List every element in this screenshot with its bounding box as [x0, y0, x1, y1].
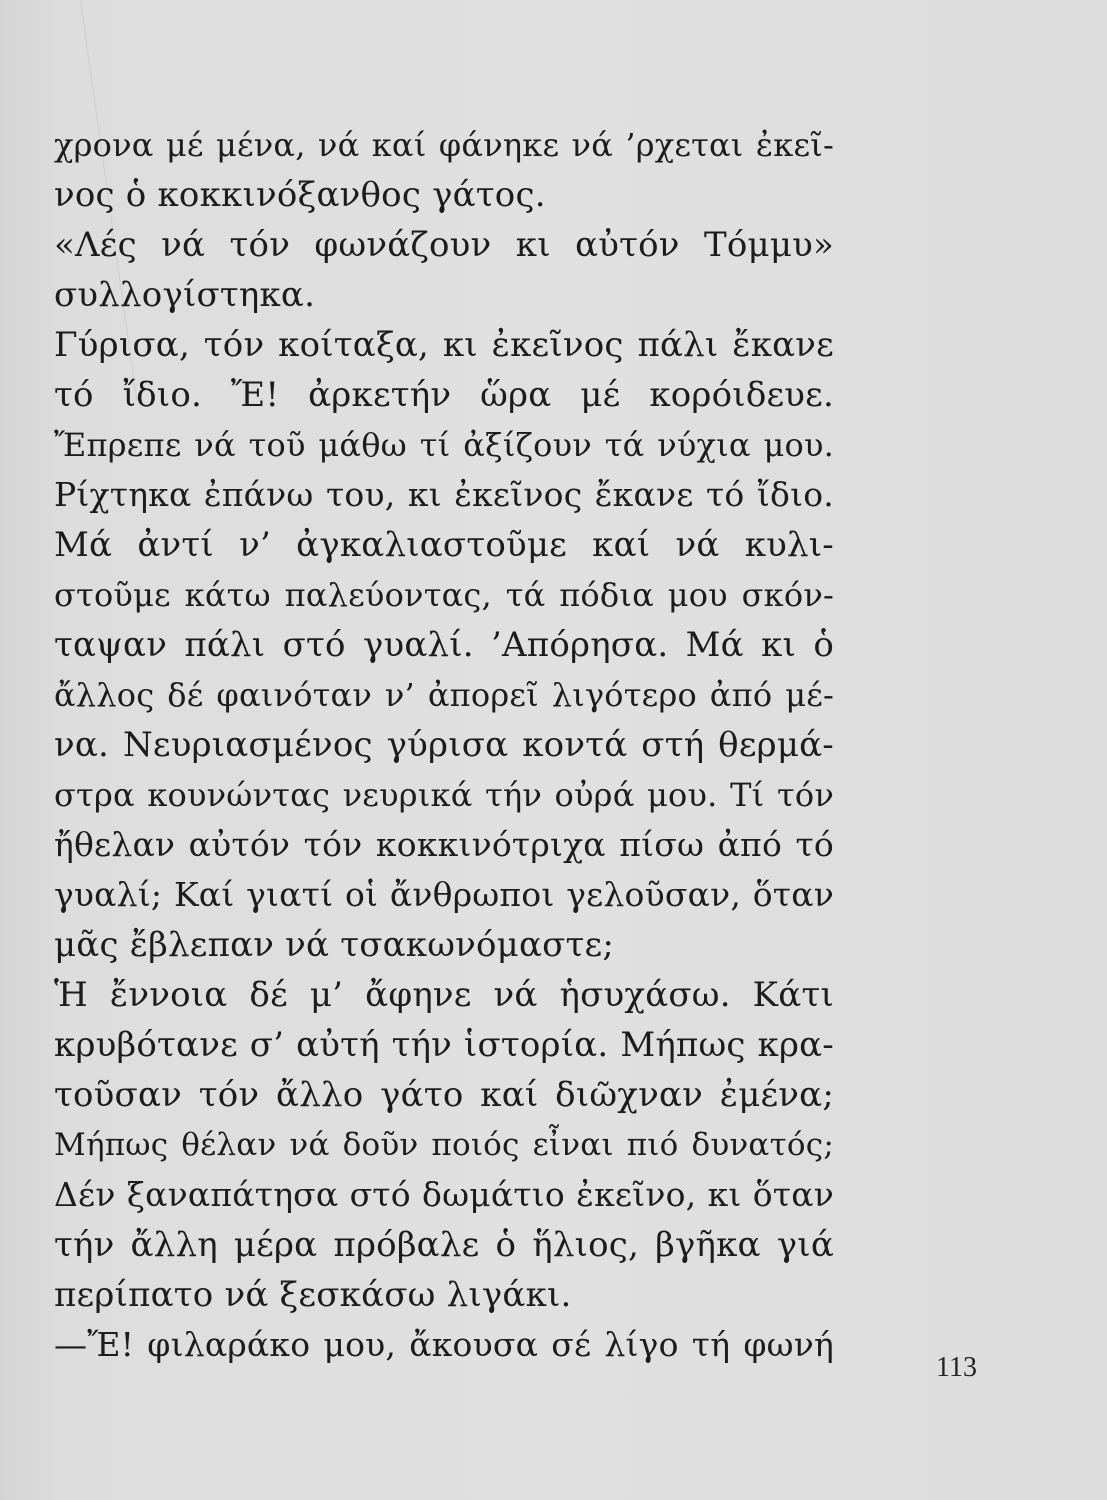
text-line: μᾶς ἔβλεπαν νά τσακωνόμαστε; — [54, 925, 615, 965]
text-line: νος ὁ κοκκινόξανθος γάτος. — [54, 175, 546, 215]
text-line: Μά ἀντί ν’ ἀγκαλιαστοῦμε καί νά κυλι- — [54, 525, 834, 565]
page-number: 113 — [936, 1352, 977, 1383]
text-line: τήν ἄλλη μέρα πρόβαλε ὁ ἥλιος, βγῆκα γιά — [54, 1225, 834, 1265]
text-line: γυαλί; Καί γιατί οἱ ἄνθρωποι γελοῦσαν, ὅταν — [54, 875, 834, 914]
text-line: χρονα μέ μένα, νά καί φάνηκε νά ’ρχεται ἐκεῖ- — [54, 126, 834, 164]
text-line: τοῦσαν τόν ἄλλο γάτο καί διῶχναν ἐμένα; — [54, 1075, 834, 1115]
body-text — [54, 120, 834, 1370]
text-line: Μήπως θέλαν νά δοῦν ποιός εἶναι πιό δυνατός; — [54, 1127, 834, 1163]
text-line: ἤθελαν αὐτόν τόν κοκκινότριχα πίσω ἀπό τό — [54, 825, 834, 864]
text-line: περίπατο νά ξεσκάσω λιγάκι. — [54, 1275, 572, 1315]
text-line: —Ἔ! φιλαράκο μου, ἄκουσα σέ λίγο τή φωνή — [54, 1325, 834, 1364]
text-line: στοῦμε κάτω παλεύοντας, τά πόδια μου σκόν- — [54, 576, 834, 614]
text-line: να. Νευριασμένος γύρισα κοντά στή θερμά- — [54, 725, 834, 765]
text-line: συλλογίστηκα. — [54, 275, 316, 315]
text-line: «Λές νά τόν φωνάζουν κι αὐτόν Τόμμυ» — [54, 225, 834, 265]
text-line: ταψαν πάλι στό γυαλί. ’Απόρησα. Μά κι ὁ — [54, 625, 834, 665]
text-line: Ἔπρεπε νά τοῦ μάθω τί ἀξίζουν τά νύχια μου. — [54, 426, 834, 464]
text-line: ἄλλος δέ φαινόταν ν’ ἀπορεῖ λιγότερο ἀπό μέ- — [54, 676, 834, 714]
text-line: τό ἴδιο. Ἔ! ἀρκετήν ὥρα μέ κορόιδευε. — [54, 375, 834, 415]
text-line: Δέν ξαναπάτησα στό δωμάτιο ἐκεῖνο, κι ὅταν — [54, 1175, 834, 1214]
text-line: κρυβότανε σ’ αὐτή τήν ἱστορία. Μήπως κρα- — [54, 1025, 834, 1065]
text-line: Γύρισα, τόν κοίταξα, κι ἐκεῖνος πάλι ἔκανε — [54, 325, 834, 365]
text-line: Ρίχτηκα ἐπάνω του, κι ἐκεῖνος ἔκανε τό ἴδιο. — [54, 475, 834, 514]
text-line: στρα κουνώντας νευρικά τήν οὐρά μου. Τί τόν — [54, 776, 834, 814]
text-line: Ἡ ἔννοια δέ μ’ ἄφηνε νά ἡσυχάσω. Κάτι — [54, 975, 834, 1015]
